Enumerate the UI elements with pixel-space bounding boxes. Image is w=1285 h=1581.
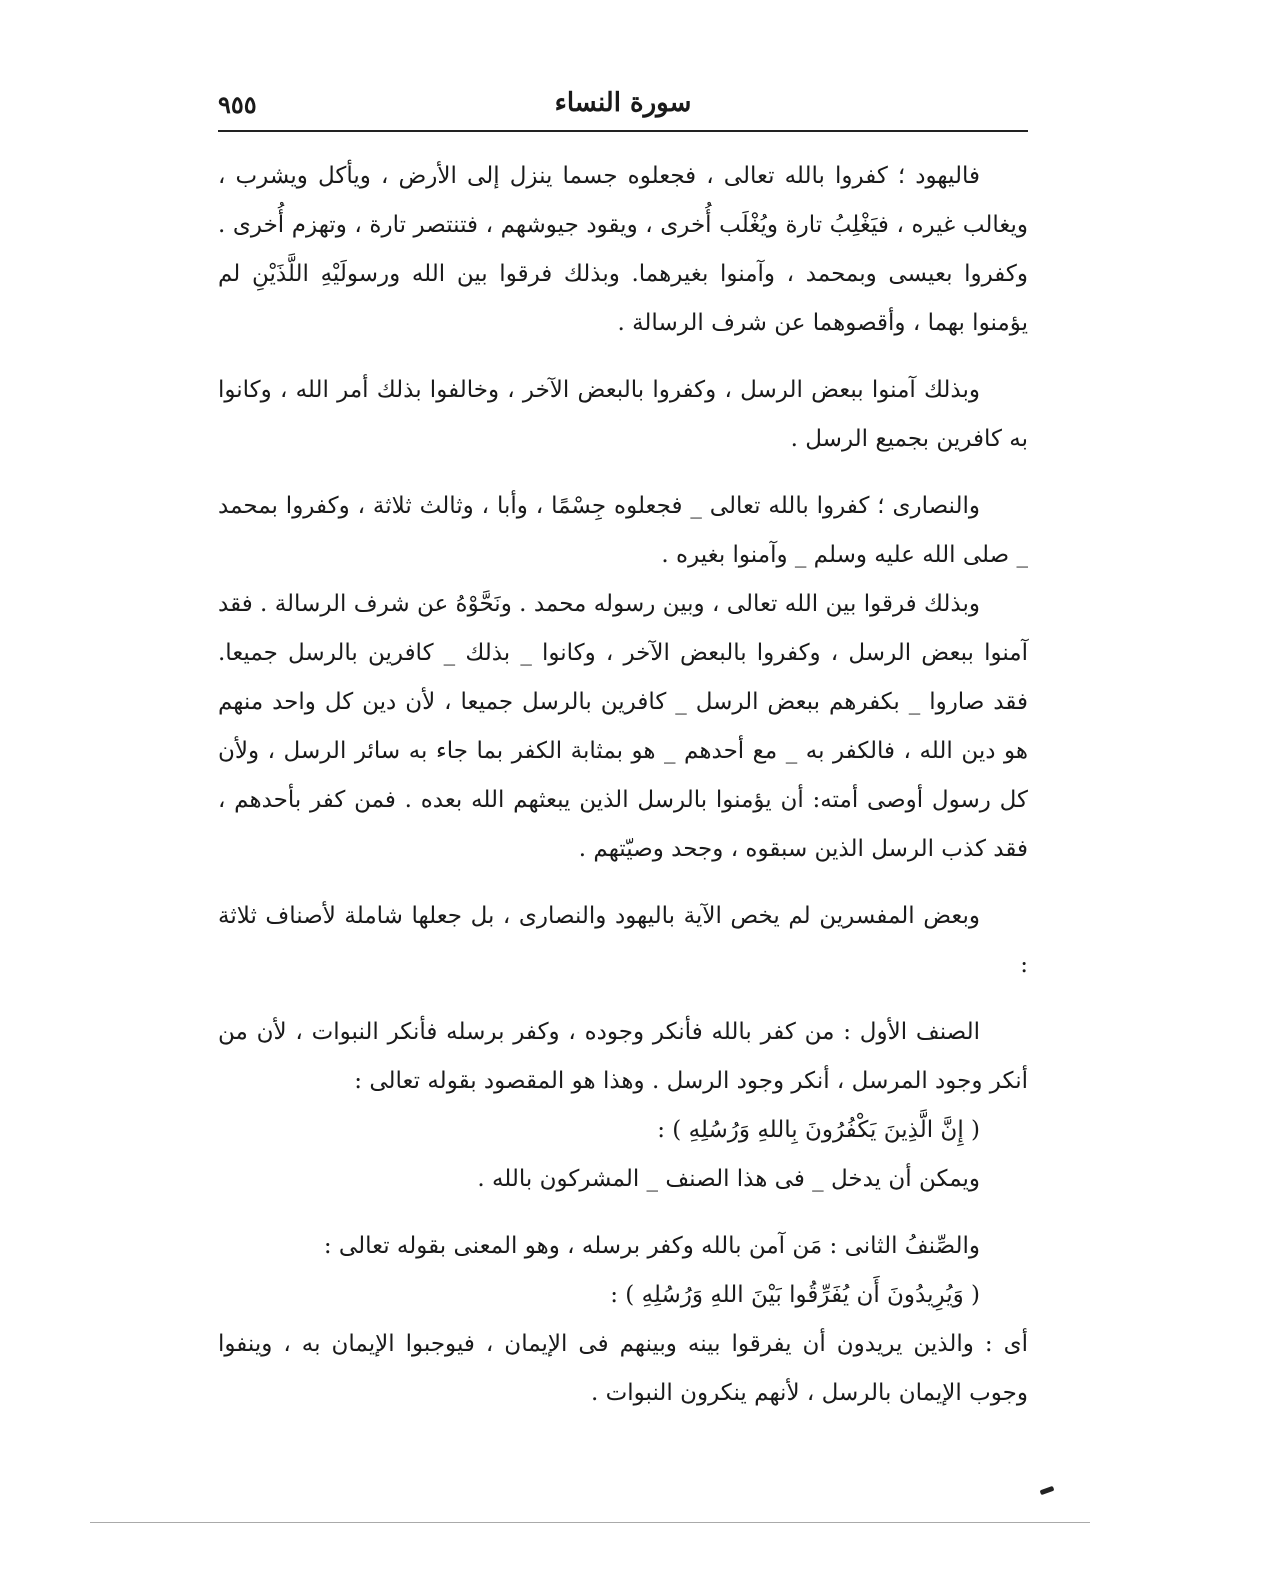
header-rule <box>218 130 1028 132</box>
page-number: ٩٥٥ <box>218 90 257 119</box>
paragraph-commentators: وبعض المفسرين لم يخص الآية باليهود والنصارى ، بل جعلها شاملة لأصناف ثلاثة : <box>218 903 1028 978</box>
paragraph-explanation: أى : والذين يريدون أن يفرقوا بينه وبينهم فى الإيمان ، فيوجبوا الإيمان به ، وينفوا وجوب الإيمان بالرسل ، لأنهم ينكرون النبوات . <box>218 1331 1028 1406</box>
paragraph-believing-some: وبذلك آمنوا ببعض الرسل ، وكفروا بالبعض الآخر ، وخالفوا بذلك أمر الله ، وكانوا به كافرين بجميع الرسل . <box>218 377 1028 452</box>
surah-title: سورة النساء <box>554 88 692 118</box>
bottom-scan-line <box>90 1522 1090 1523</box>
paragraph-second-type: والصِّنفُ الثانى : مَن آمن بالله وكفر برسله ، وهو المعنى بقوله تعالى : <box>323 1233 980 1259</box>
paragraph-jews: فاليهود ؛ كفروا بالله تعالى ، فجعلوه جسما ينزل إلى الأرض ، ويأكل ويشرب ، ويغالب غيره ، فيَغْلِبُ تارة ويُغْلَب أُخرى ، ويقود جيوشهم ، فتنتصر تارة ، وتهزم أُخرى . وكفروا بعيسى وبمحمد ، وآمنوا بغيرهما. وبذلك فرقوا بين الله ورسولَيْهِ اللَّذَيْنِ لم يؤمنوا بهما ، وأقصوهما عن شرف الرسالة . <box>218 163 1028 336</box>
body-text <box>218 152 1028 1436</box>
paragraph-separation: وبذلك فرقوا بين الله تعالى ، وبين رسوله محمد . ونَحَّوْهُ عن شرف الرسالة . فقد آمنوا ببعض الرسل ، وكفروا بالبعض الآخر ، وكانوا _ بذلك _ كافرين بالرسل جميعا. فقد صاروا _ بكفرهم ببعض الرسل _ كافرين بالرسل جميعا ، لأن دين كل واحد منهم هو دين الله ، فالكفر به _ مع أحدهم _ هو بمثابة الكفر بما جاء به سائر الرسل ، ولأن كل رسول أوصى أمته: أن يؤمنوا بالرسل الذين يبعثهم الله بعده . فمن كفر بأحدهم ، فقد كذب الرسل الذين سبقوه ، وجحد وصيّتهم . <box>218 591 1028 862</box>
paragraph-first-type: الصنف الأول : من كفر بالله فأنكر وجوده ، وكفر برسله فأنكر النبوات ، لأن من أنكر وجود المرسل ، أنكر وجود الرسل . وهذا هو المقصود بقوله تعالى : <box>218 1019 1028 1094</box>
line-polytheists: ويمكن أن يدخل _ فى هذا الصنف _ المشركون بالله . <box>477 1166 980 1192</box>
page-header <box>218 88 1028 128</box>
ink-mark <box>1040 1486 1055 1495</box>
verse-second: ( وَيُرِيدُونَ أَن يُفَرِّقُوا بَيْنَ اللهِ وَرُسُلِهِ ) : <box>610 1282 980 1308</box>
paragraph-christians: والنصارى ؛ كفروا بالله تعالى _ فجعلوه جِسْمًا ، وأبا ، وثالث ثلاثة ، وكفروا بمحمد _ صلى الله عليه وسلم _ وآمنوا بغيره . <box>218 493 1028 568</box>
verse-first: ( إِنَّ الَّذِينَ يَكْفُرُونَ بِاللهِ وَرُسُلِهِ ) : <box>657 1117 980 1143</box>
